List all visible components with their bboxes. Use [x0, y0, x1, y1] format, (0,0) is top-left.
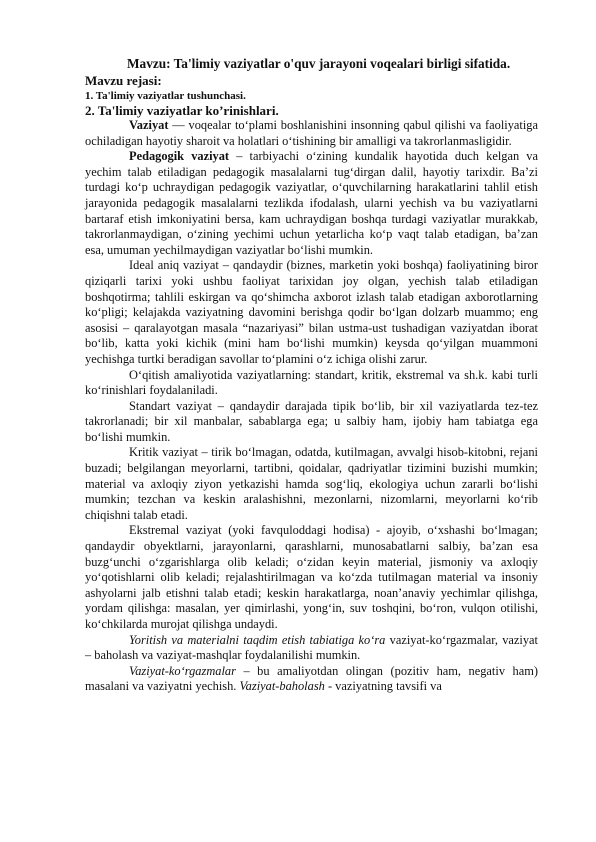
- italic-vaziyat-korgazmalar: Vaziyat-koʻrgazmalar: [129, 663, 236, 678]
- term-vaziyat: Vaziyat: [129, 118, 169, 132]
- paragraph-ideal-aniq-vaziyat: Ideal aniq vaziyat – qandaydir (biznes, marketin yoki boshqa) faoliyatining biror qiziqarli tarixi yoki ushbu faoliyat tarixidan joy olgan, yechish talab etiladigan boshqotirma; tahlili eskirgan va qoʻshimcha axborot izlash talab etadigan axborotlarning koʻpligi; kelajakda vaziyatning davomini berishga qodir boʻlgan dolzarb muammo; eng asosisi – qaralayotgan masala “nazariyasi” bilan ustma-ust tushadigan vaziyatdan iborat boʻlib, katta yoki kichik (mini ham boʻlishi mumkin) keysda qoʻyilgan muammoni yechishga turtki beradigan savollar toʻplamini oʻz ichiga olishi zarur.: [85, 258, 538, 366]
- paragraph-vaziyat-text: — voqealar toʻplami boshlanishini insonning qabul qilishi va faoliyatiga ochiladigan hayotiy sharoit va holatlari oʻtishining bir amalligi va takrorlanmasligidir.: [85, 118, 538, 148]
- paragraph-vaziyat-korgazmalar-text: – bu amaliyotdan olingan (pozitiv ham, negativ ham) masalani va vaziyatni yechish.: [85, 663, 538, 694]
- italic-yoritish: Yoritish va materialni taqdim etish tabiatiga koʻra: [129, 632, 386, 647]
- plan-item-2: 2. Ta'limiy vaziyatlar ko’rinishlari.: [85, 102, 279, 118]
- paragraph-vaziyat-turlari: Oʻqitish amaliyotida vaziyatlarning: standart, kritik, ekstremal va sh.k. kabi turli koʻrinishlari foydalaniladi.: [85, 367, 538, 398]
- paragraph-pedagogik-vaziyat: [85, 149, 538, 258]
- paragraph-ekstremal-vaziyat: Ekstremal vaziyat (yoki favquloddagi hodisa) - ajoyib, oʻxshashi boʻlmagan; qandaydir obyektlarni, jarayonlarni, qarashlarni, munosabatlarni salbiy, baʼzan esa buzgʻunchi oʻzgarishlarga olib keladi; oʻzidan keyin material, jismoniy va axloqiy yoʻqotishlarni olib keladi; rejalashtirilmagan va koʻzda tutilmagan material va insoniy ashyolarni jalb etishni talab etadi; keskin harakatlarga, noanʼanaviy yechimlar qilishga, yordam qilishga: masalan, yer qimirlashi, yongʻin, suv toshqini, boʻron, vulqon otilishi, koʻchkilarda murojat qilishga undaydi.: [85, 523, 538, 631]
- term-pedagogik-vaziyat: Pedagogik vaziyat: [129, 149, 230, 164]
- page-title: Mavzu: Ta'limiy vaziyatlar o'quv jarayoni voqealari birligi sifatida.: [127, 56, 511, 71]
- paragraph-vaziyat: [85, 118, 538, 149]
- paragraph-standart-vaziyat: Standart vaziyat – qandaydir darajada tipik boʻlib, bir xil vaziyatlarda tez-tez takrorlanadi; bir xil manbalar, sabablarga ega; u salbiy ham, ijobiy ham tabiatga ega boʻlishi mumkin.: [85, 398, 538, 444]
- plan-item-1: 1. Ta'limiy vaziyatlar tushunchasi.: [85, 89, 246, 102]
- italic-vaziyat-baholash: Vaziyat-baholash: [239, 679, 325, 694]
- paragraph-pedagogik-vaziyat-text: – tarbiyachi oʻzining kundalik hayotida duch kelgan va yechim talab etiladigan pedagogik masalalarni tugʻdirgan dalil, hayotiy tarixdir. Baʼzi turdagi koʻp uchraydigan pedagogik vaziyatlar, oʻquvchilarning harakatlarini tahlil etish jarayonida pedagogik masalalarni tezlikda ifodalash, ularni yechish va bu vaziyatlarni bartaraf etish imkoniyatini bersa, kam uchraydigan boshqa turdagi vaziyatlar murakkab, takrorlanmaydigan, oʻzining yechimi uchun yetarlicha koʻp vaqt talab etadigan, baʼzan esa, umuman yechilmaydigan vaziyatlar boʻlishi mumkin.: [85, 149, 538, 257]
- paragraph-vaziyat-korgazmalar: [85, 664, 538, 695]
- paragraph-yoritish-text: vaziyat-koʻrgazmalar, vaziyat – baholash va vaziyat-mashqlar foydalanilishi mumkin.: [85, 632, 538, 663]
- paragraph-yoritish: [85, 633, 538, 664]
- paragraph-kritik-vaziyat: Kritik vaziyat – tirik boʻlmagan, odatda, kutilmagan, avvalgi hisob-kitobni, rejani buzadi; belgilangan meyorlarni, tartibni, qoidalar, qadriyatlar tizimini buzishi mumkin; material va axloqiy ziyon yetkazishi hamda sogʻliq, ekologiya uchun zararli boʻlishi mumkin; tezchan va keskin aralashishni, mezonlarni, nizomlarni, meyorlarni koʻrib chiqishni talab etadi.: [85, 445, 538, 522]
- paragraph-vaziyat-baholash-text: - vaziyatning tavsifi va: [324, 679, 442, 694]
- plan-heading: Mavzu rejasi:: [85, 73, 162, 88]
